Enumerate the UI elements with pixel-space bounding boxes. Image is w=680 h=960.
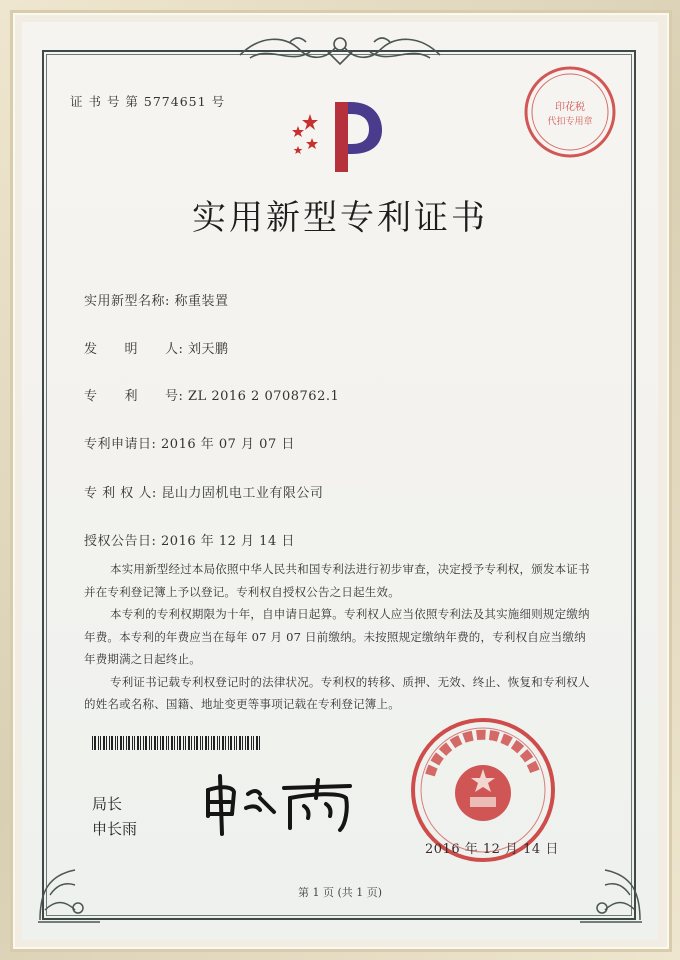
barcode <box>92 736 262 750</box>
seal-date: 2016 年 12 月 14 日 <box>425 842 559 857</box>
field-label: 发 明 人: <box>84 342 184 357</box>
field-patentee <box>84 482 323 501</box>
field-label: 专 利 号: <box>84 389 184 404</box>
page-number: 第 1 页 (共 1 页) <box>297 886 383 899</box>
field-value: 2016 年 07 月 07 日 <box>161 437 295 452</box>
certificate-title: 实用新型专利证书 <box>192 198 488 238</box>
certificate-number-suffix: 号 <box>211 94 226 109</box>
field-value: 刘天鹏 <box>188 342 229 357</box>
director-name: 申长雨 <box>92 820 138 838</box>
handwritten-signature <box>200 768 360 838</box>
field-label: 实用新型名称: <box>84 294 170 309</box>
certificate-number-label: 证 书 号 第 <box>70 94 139 109</box>
field-inventor <box>84 338 229 357</box>
field-value: 2016 年 12 月 14 日 <box>161 534 295 549</box>
body-paragraph: 专利证书记载专利权登记时的法律状况。专利权的转移、质押、无效、终止、恢复和专利权人的姓名或名称、国籍、地址变更等事项记载在专利登记簿上。 <box>84 674 590 711</box>
field-grant-date <box>84 530 295 549</box>
top-ornament <box>230 30 450 70</box>
director-title: 局长 <box>92 795 123 813</box>
svg-text:印花税: 印花税 <box>555 102 585 113</box>
field-utility-model-name <box>84 290 229 309</box>
small-red-seal <box>520 62 620 162</box>
field-value: 昆山力固机电工业有限公司 <box>161 486 324 501</box>
field-label: 专利申请日: <box>84 437 157 452</box>
field-application-date <box>84 433 295 452</box>
field-value: 称重装置 <box>174 294 229 309</box>
svg-text:代扣专用章: 代扣专用章 <box>547 117 593 127</box>
field-label: 专 利 权 人: <box>84 486 157 501</box>
sipo-logo <box>290 96 390 176</box>
certificate-number-value: 5774651 <box>143 94 207 109</box>
field-label: 授权公告日: <box>84 534 157 549</box>
field-patent-number <box>84 385 339 404</box>
field-value: ZL 2016 2 0708762.1 <box>188 389 340 404</box>
certificate-body <box>84 558 594 716</box>
body-paragraph: 本专利的专利权期限为十年，自申请日起算。专利权人应当依照专利法及其实施细则规定缴纳年费。本专利的年费应当在每年 07 月 07 日前缴纳。未按照规定缴纳年费的，专利权自应当缴纳年费期满之日起终止。 <box>84 607 590 666</box>
certificate-number <box>70 92 225 110</box>
body-paragraph: 本实用新型经过本局依照中华人民共和国专利法进行初步审查，决定授予专利权，颁发本证书并在专利登记簿上予以登记。专利权自授权公告之日起生效。 <box>84 562 590 599</box>
